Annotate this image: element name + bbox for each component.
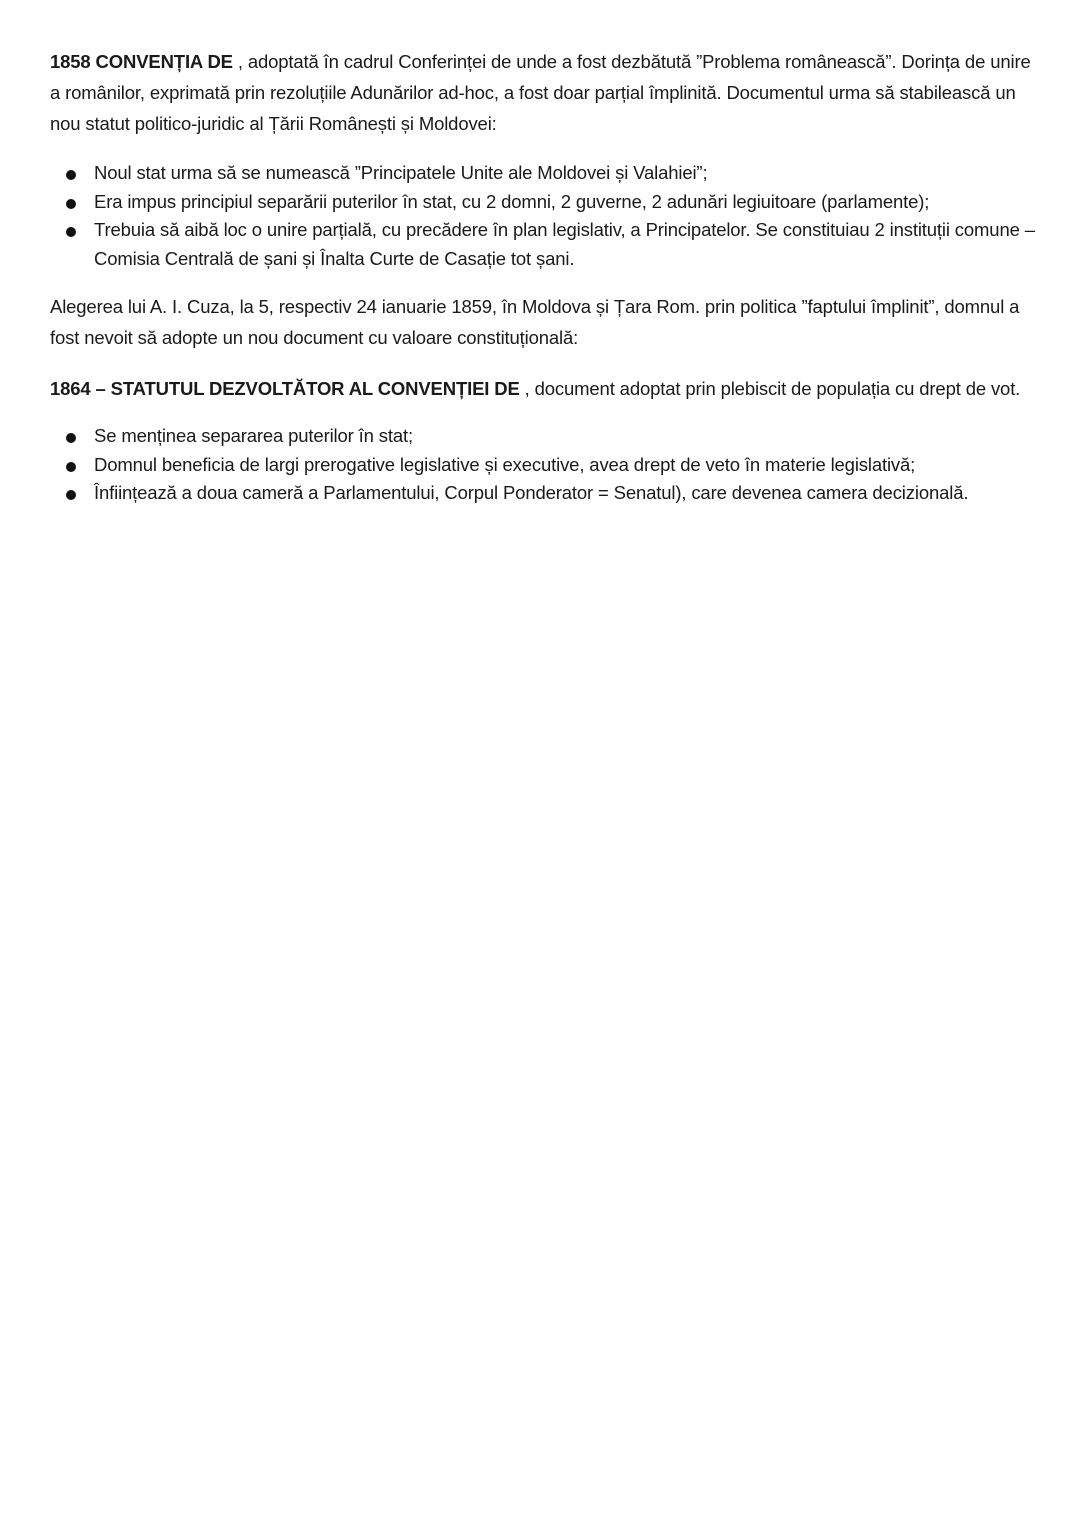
conventia-1858-list bbox=[50, 159, 1040, 273]
list-item-text: Era impus principiul separării puterilor în stat, cu 2 domni, 2 guverne, 2 adunări legiuitoare (parlamente); bbox=[94, 190, 930, 212]
paragraph-conventia-1858 bbox=[50, 46, 1040, 139]
list-item bbox=[94, 188, 1040, 217]
heading-conventia-1858: 1858 CONVENȚIA DE bbox=[50, 51, 233, 72]
bullet-icon bbox=[66, 462, 76, 472]
heading-statutul-1864: 1864 – STATUTUL DEZVOLTĂTOR AL CONVENȚIEI DE bbox=[50, 378, 520, 399]
list-item-text: Noul stat urma să se numească ”Principatele Unite ale Moldovei și Valahiei”; bbox=[94, 162, 708, 183]
paragraph-alegerea-cuza: Alegerea lui A. I. Cuza, la 5, respectiv 24 ianuarie 1859, în Moldova și Țara Rom. prin politica ”faptului împlinit”, domnul a fost nevoit să adopte un nou document cu valoare constituțională: bbox=[50, 296, 1020, 348]
conventia-1858-intro: , adoptată în cadrul Conferinței de unde a fost dezbătută ”Problema românească”. Dorința de unire a românilor, exprimată prin rezoluțiile Adunărilor ad-hoc, a fost doar parțial împlinită. Documentul urma să stabilească un nou statut politico-juridic al Țării Românești și Moldovei: bbox=[50, 51, 1031, 134]
list-item-text: Înființează a doua cameră a Parlamentului, Corpul Ponderator = Senatul), care devenea camera decizională. bbox=[94, 482, 969, 503]
statutul-1864-intro: , document adoptat prin plebiscit de populația cu drept de vot. bbox=[519, 378, 1021, 399]
list-item bbox=[94, 422, 1040, 451]
list-item bbox=[94, 159, 1040, 188]
bullet-icon bbox=[66, 227, 76, 237]
list-item-text: Domnul beneficia de largi prerogative legislative și executive, avea drept de veto în materie legislativă; bbox=[94, 453, 916, 475]
bullet-icon bbox=[66, 490, 76, 500]
list-item-text: Se menținea separarea puterilor în stat; bbox=[94, 425, 413, 446]
list-item bbox=[94, 451, 1040, 480]
bullet-icon bbox=[66, 433, 76, 443]
statutul-1864-list bbox=[50, 422, 1040, 508]
document-body bbox=[50, 46, 1040, 508]
paragraph-statutul-1864 bbox=[50, 373, 1040, 404]
list-item bbox=[94, 479, 1040, 508]
bullet-icon bbox=[66, 199, 76, 209]
list-item bbox=[94, 216, 1040, 273]
list-item-text: Trebuia să aibă loc o unire parțială, cu precădere în plan legislativ, a Principatelor. Se constituiau 2 instituții comune – Comisia Centrală de șani și Înalta Curte de Casație tot șani. bbox=[94, 219, 1035, 269]
bullet-icon bbox=[66, 170, 76, 180]
